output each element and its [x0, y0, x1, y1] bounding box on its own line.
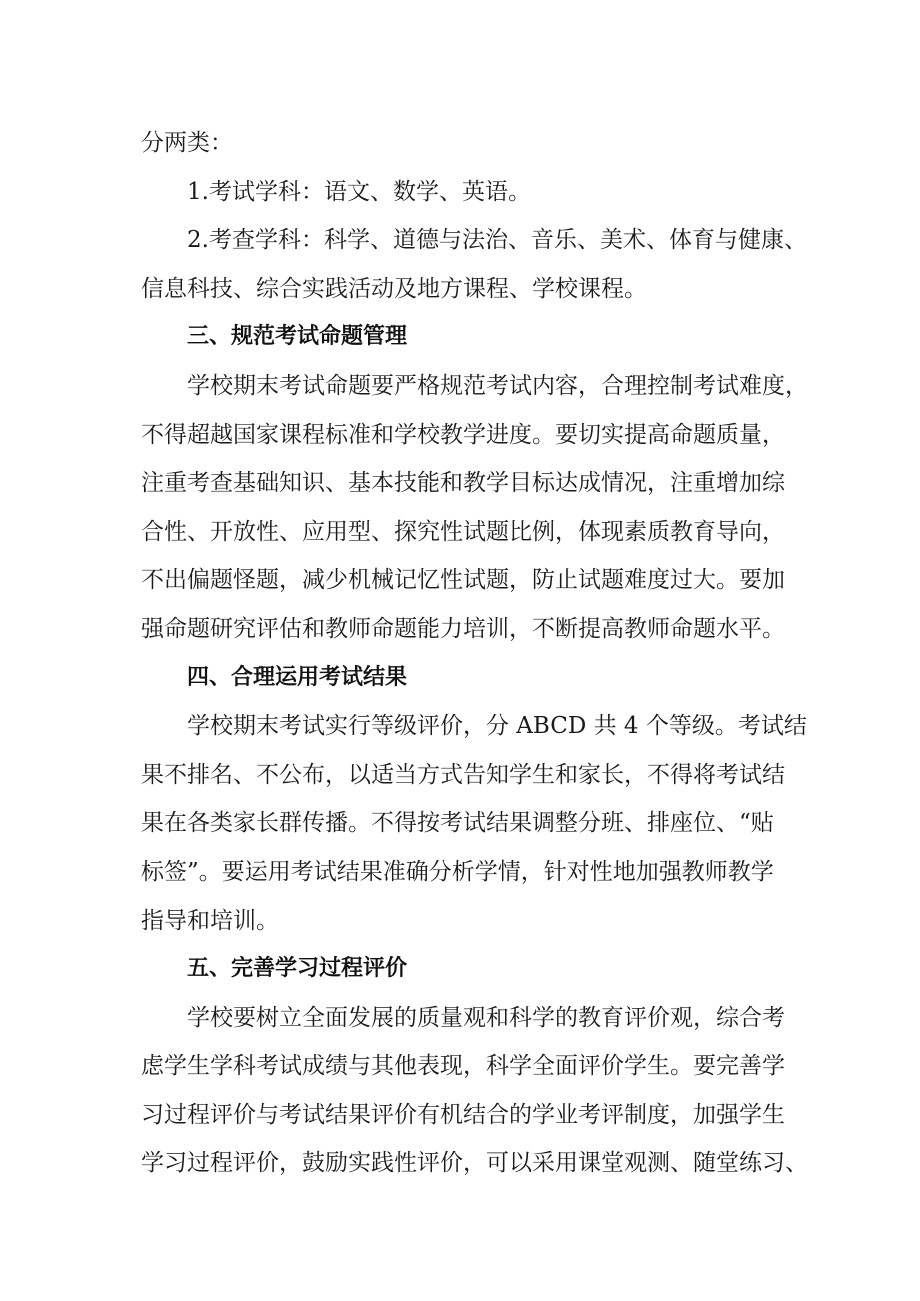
- paragraph-line: 果在各类家长群传播。不得按考试结果调整分班、排座位、“贴: [141, 810, 774, 837]
- paragraph-line: 分两类：: [141, 130, 233, 156]
- paragraph-line: 学校期末考试实行等级评价，分 ABCD 共 4 个等级。考试结: [187, 713, 807, 740]
- paragraph-line: 2.考查学科：科学、道德与法治、音乐、美术、体育与健康、: [187, 227, 807, 254]
- section-heading: 三、规范考试命题管理: [187, 324, 408, 350]
- paragraph-line: 标签”。要运用考试结果准确分析学情，针对性地加强教师教学: [141, 858, 774, 885]
- paragraph-line: 信息科技、综合实践活动及地方课程、学校课程。: [141, 275, 647, 302]
- paragraph-line: 1.考试学科：语文、数学、英语。: [187, 178, 531, 205]
- paragraph-line: 学校期末考试命题要严格规范考试内容，合理控制考试难度，: [187, 372, 808, 399]
- paragraph-line: 学习过程评价，鼓励实践性评价，可以采用课堂观测、随堂练习、: [141, 1150, 808, 1177]
- paragraph-line: 果不排名、不公布，以适当方式告知学生和家长，不得将考试结: [141, 761, 785, 788]
- paragraph-line: 不出偏题怪题，减少机械记忆性试题，防止试题难度过大。要加: [141, 567, 785, 594]
- paragraph-line: 习过程评价与考试结果评价有机结合的学业考评制度，加强学生: [141, 1101, 785, 1128]
- paragraph-line: 注重考查基础知识、基本技能和教学目标达成情况，注重增加综: [141, 470, 785, 497]
- paragraph-line: 虑学生学科考试成绩与其他表现，科学全面评价学生。要完善学: [141, 1053, 785, 1080]
- paragraph-line: 不得超越国家课程标准和学校教学进度。要切实提高命题质量，: [141, 421, 785, 448]
- paragraph-line: 指导和培训。: [141, 907, 279, 934]
- document-body: [141, 119, 808, 1188]
- paragraph-line: 强命题研究评估和教师命题能力培训，不断提高教师命题水平。: [141, 615, 785, 642]
- paragraph-line: 合性、开放性、应用型、探究性试题比例，体现素质教育导向，: [141, 518, 785, 545]
- section-heading: 四、合理运用考试结果: [187, 664, 408, 690]
- section-heading: 五、完善学习过程评价: [187, 956, 408, 982]
- paragraph-line: 学校要树立全面发展的质量观和科学的教育评价观，综合考: [187, 1004, 785, 1031]
